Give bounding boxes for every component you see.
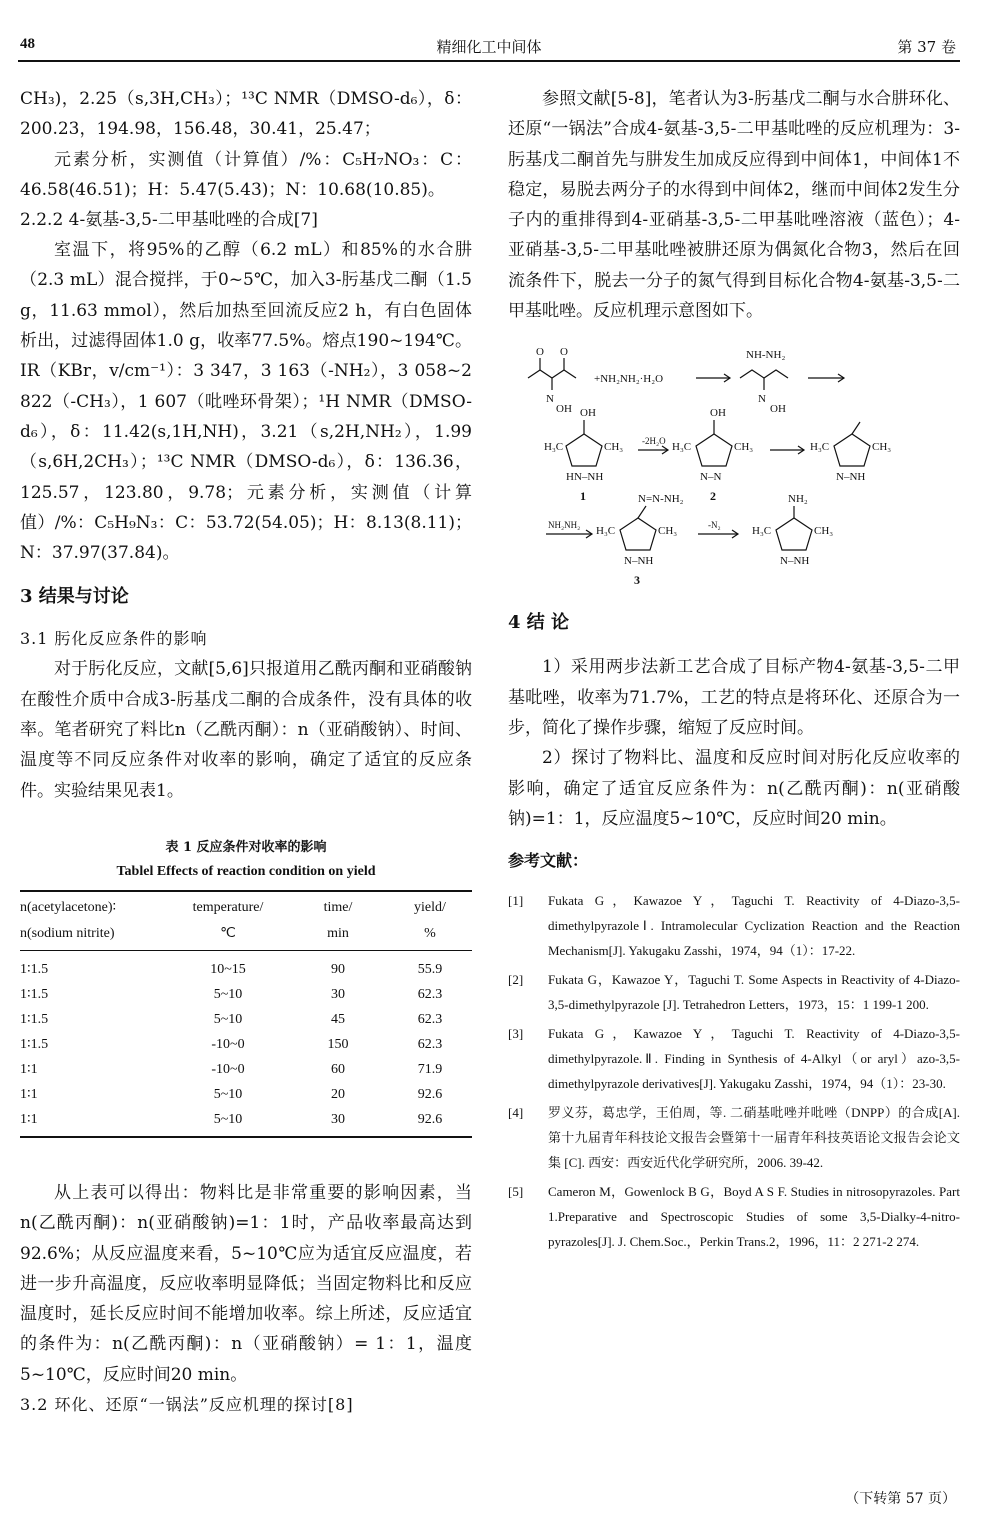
intermediate-1-ring (566, 434, 602, 466)
table-row (20, 1082, 472, 1107)
methyl-label: H₃C (752, 525, 772, 538)
reference-text: Cameron M，Gowenlock B G，Boyd A S F. Studies in nitrosopyrazoles. Part 1.Preparative and Spectroscopic Studies of some 3,5-Dialky-4-nitro-pyrazoles[J]. J. Chem.Soc.，Perkin Trans.2，1996，11：2 271-2 274. (548, 1184, 960, 1250)
table-cell: 1∶1.5 (20, 1011, 49, 1027)
table-unit-cell: min (288, 921, 388, 951)
table-cell: 1∶1 (20, 1061, 38, 1077)
section-heading-3: 3 结果与讨论 (20, 586, 129, 608)
table-caption-en: Tablel Effects of reaction condition on yield (116, 863, 376, 879)
table-cell: 55.9 (417, 961, 443, 977)
diketone-backbone (528, 370, 576, 378)
reference-number: [1] (508, 893, 524, 909)
table-header-cell: time/ (288, 891, 388, 921)
step-minus-water: -2H₂O (642, 436, 666, 447)
table-cell: 62.3 (417, 1011, 443, 1027)
n-nh-label: N–NH (836, 471, 866, 484)
table-cell: 5~10 (213, 1086, 243, 1102)
left-column (20, 84, 472, 1420)
page-header (18, 36, 960, 62)
table-header-cell: temperature/ (168, 891, 288, 921)
methyl-label: CH₃ (814, 525, 834, 538)
adduct-nh-nh2: NH-NH₂ (746, 349, 786, 362)
step-hydrazine: NH₂NH₂ (548, 520, 581, 531)
table-discussion-paragraph: 从上表可以得出：物料比是非常重要的影响因素，当n(乙酰丙酮)：n(亚硝酸钠)=1：1时，产品收率最高达到92.6%；从反应温度来看，5~10℃应为适宜反应温度，若进一步升高温度，反应收率明显降低；当固定物料比和反应温度时，延长反应时间不能增加收率。综上所述，反应适宜的条件为：n(乙酰丙酮)：n（亚硝酸钠）= 1：1，温度5~10℃，反应时间20 min。 (20, 1182, 472, 1385)
table-cell: 30 (331, 986, 345, 1002)
methyl-label: CH₃ (658, 525, 678, 538)
reference-number: [3] (508, 1026, 524, 1042)
table-cell: 150 (327, 1036, 349, 1052)
n-n-label: N–N (700, 471, 722, 484)
nh2-label: NH₂ (788, 493, 808, 506)
methyl-label: CH₃ (734, 441, 754, 454)
table-cell: 5~10 (213, 986, 243, 1002)
table-unit-cell: ℃ (168, 921, 288, 951)
oxime-label: N (758, 393, 766, 406)
azo-label: N=N-NH₂ (638, 493, 684, 506)
table-cell: 1∶1.5 (20, 986, 49, 1002)
section-heading-3-2: 3.2 环化、还原“一锅法”反应机理的探讨[8] (20, 1395, 354, 1415)
carbonyl-o-label: O (536, 346, 544, 359)
reference-number: [5] (508, 1184, 524, 1200)
n-nh-label: N–NH (624, 555, 654, 568)
table-unit-row (20, 921, 472, 951)
oh-label: OH (710, 407, 726, 420)
oxime-label: N (546, 393, 554, 406)
section-heading-2-2-2: 2.2.2 4-氨基-3,5-二甲基吡唑的合成[7] (20, 210, 318, 231)
reference-list (508, 888, 960, 1254)
table-unit-cell: n(sodium nitrite) (20, 921, 168, 951)
volume-label: 第 37 卷 (897, 38, 956, 56)
section-heading-3-1: 3.1 肟化反应条件的影响 (20, 629, 208, 649)
table-cell: 30 (288, 1107, 388, 1137)
table-cell: 1∶1 (20, 1086, 38, 1102)
azo-compound-ring (620, 518, 656, 550)
step-minus-n2: -N₂ (708, 520, 721, 531)
table-cell: 20 (331, 1086, 345, 1102)
table-cell: 71.9 (417, 1061, 443, 1077)
table-cell: 5~10 (168, 1107, 288, 1137)
reference-item (508, 1100, 960, 1175)
reagent-hydrazine-hydrate: +NH₂NH₂·H₂O (594, 373, 664, 386)
methyl-label: H₃C (810, 441, 830, 454)
conclusion-item-1: 1）采用两步法新工艺合成了目标产物4-氨基-3,5-二甲基吡唑，收率为71.7%，工艺的特点是将环化、还原合为一步，简化了操作步骤，缩短了反应时间。 (508, 657, 960, 738)
table-cell: 92.6 (388, 1107, 472, 1137)
table-header-row (20, 891, 472, 921)
table-cell: 90 (331, 961, 345, 977)
mechanism-paragraph: 参照文献[5-8]，笔者认为3-肟基戊二酮与水合肼环化、还原“一锅法”合成4-氨基-3,5-二甲基吡唑的反应机理为：3-肟基戊二酮首先与肼发生加成反应得到中间体1，中间体1不稳定，易脱去两分子的水得到中间体2，继而中间体2发生分子内的重排得到4-亚硝基-3,5-二甲基吡唑溶液（蓝色）；4-亚硝基-3,5-二甲基吡唑被肼还原为偶氮化合物3，然后在回流条件下，脱去一分子的氮气得到目标化合物4-氨基-3,5-二甲基吡唑。反应机理示意图如下。 (508, 89, 960, 322)
table-caption-cn: 表 1 反应条件对收率的影响 (165, 839, 327, 855)
yield-table (20, 890, 472, 1138)
compound-label-3: 3 (634, 573, 640, 588)
hn-nh-label: HN–NH (566, 471, 604, 484)
table-cell: -10~0 (211, 1036, 245, 1052)
table-row (20, 1107, 472, 1137)
table-row (20, 982, 472, 1007)
table-cell: 1∶1 (20, 1107, 168, 1137)
table-1 (20, 836, 472, 1138)
reference-item (508, 967, 960, 1017)
reference-number: [4] (508, 1105, 524, 1121)
compound-label-2: 2 (710, 489, 716, 504)
reference-number: [2] (508, 972, 524, 988)
synthesis-procedure-paragraph: 室温下，将95%的乙醇（6.2 mL）和85%的水合肼（2.3 mL）混合搅拌，于0~5℃，加入3-肟基戊二酮（1.5 g，11.63 mmol），然后加热至回流反应2 h，有白色固体析出，过滤得固体1.0 g，收率77.5%。熔点190~194℃。IR（KBr，v/cm⁻¹）：3 347，3 163（-NH₂），3 058~2 822（-CH₃），1 607（吡唑环骨架）；¹H NMR（DMSO-d₆），δ：11.42(s,1H,NH)，3.21（s,2H,NH₂），1.99（s,6H,2CH₃）；¹³C NMR（DMSO-d₆），δ：136.36，125.57，123.80，9.78；元素分析，实测值（计算值）/%：C₅H₉N₃：C：53.72(54.05)；H：8.13(8.11)；N：37.97(37.84)。 (20, 240, 472, 564)
table-cell: 45 (331, 1011, 345, 1027)
oh-label: OH (580, 407, 596, 420)
n-nh-label: N–NH (780, 555, 810, 568)
methyl-label: H₃C (544, 441, 564, 454)
references-title: 参考文献： (508, 851, 589, 871)
right-column (508, 84, 960, 1258)
reaction-mechanism-scheme (508, 338, 960, 598)
table-row (20, 1057, 472, 1082)
table-cell: 60 (331, 1061, 345, 1077)
methyl-label: H₃C (596, 525, 616, 538)
table-row (20, 1007, 472, 1032)
oxime-label: OH (770, 403, 786, 416)
reference-item (508, 888, 960, 963)
reference-text: Fukata G，Kawazoe Y，Taguchi T. Reactivity of 4-Diazo-3,5-dimethylpyrazoleⅠ. Intramolecular Cyclization Reaction and the Reaction Mechanism[J]. Yakugaku Zasshi，1974，94（1）：17-22. (548, 893, 960, 959)
oxime-label: OH (556, 403, 572, 416)
page-number: 48 (20, 36, 35, 52)
table-row (20, 950, 472, 982)
adduct-backbone (740, 370, 788, 378)
methyl-label: CH₃ (604, 441, 624, 454)
elemental-analysis-paragraph: 元素分析，实测值（计算值）/%：C₅H₇NO₃：C：46.58(46.51)；H：5.47(5.43)；N：10.68(10.85)。 (20, 149, 472, 200)
conclusion-item-2: 2）探讨了物料比、温度和反应时间对肟化反应收率的影响，确定了适宜反应条件为：n(乙酰丙酮)：n(亚硝酸钠)=1：1，反应温度5~10℃，反应时间20 min。 (508, 748, 960, 829)
reference-item (508, 1179, 960, 1254)
compound-label-1: 1 (580, 489, 586, 504)
table-cell: 62.3 (417, 986, 443, 1002)
reference-text: Fukata G，Kawazoe Y，Taguchi T. Reactivity of 4-Diazo-3,5-dimethylpyrazole.Ⅱ. Finding in Synthesis of 4-Alkyl（or aryl）azo-3,5-dimethylpyrazole derivatives[J]. Yakugaku Zasshi，1974，94（1）：23-30. (548, 1026, 960, 1092)
reference-item (508, 1021, 960, 1096)
table-unit-cell: % (388, 921, 472, 951)
nmr-continued-paragraph: CH₃)，2.25（s,3H,CH₃）；¹³C NMR（DMSO-d₆），δ：200.23，194.98，156.48，30.41，25.47； (20, 89, 472, 140)
journal-title: 精细化工中间体 (436, 38, 542, 56)
reference-text: 罗义芬，葛忠学，王伯周，等. 二硝基吡唑并吡唑（DNPP）的合成[A]. 第十九届青年科技论文报告会暨第十一届青年科技英语论文报告会论文集 [C]. 西安：西安近代化学研究所，2006. 39-42. (548, 1105, 960, 1171)
carbonyl-o-label: O (560, 346, 568, 359)
table-cell: 1∶1.5 (20, 1036, 49, 1052)
aminopyrazole-ring (776, 518, 812, 550)
intermediate-2-ring (696, 434, 732, 466)
reference-text: Fukata G，Kawazoe Y，Taguchi T. Some Aspects in Reactivity of 4-Diazo-3,5-dimethylpyrazole [J]. Tetrahedron Letters，1973，15：1 199-1 200. (548, 972, 960, 1013)
methyl-label: H₃C (672, 441, 692, 454)
table-cell: -10~0 (211, 1061, 245, 1077)
methyl-label: CH₃ (872, 441, 892, 454)
oximation-paragraph: 对于肟化反应，文献[5,6]只报道用乙酰丙酮和亚硝酸钠在酸性介质中合成3-肟基戊二酮的合成条件，没有具体的收率。笔者研究了料比n（乙酰丙酮）：n（亚硝酸钠）、时间、温度等不同反应条件对收率的影响，确定了适宜的反应条件。实验结果见表1。 (20, 659, 472, 801)
table-cell: 92.6 (417, 1086, 443, 1102)
table-row (20, 1032, 472, 1057)
table-header-cell: yield/ (388, 891, 472, 921)
table-cell: 10~15 (210, 961, 246, 977)
nitroso-pyrazole-ring (834, 434, 870, 466)
section-heading-4: 4 结 论 (508, 612, 570, 634)
table-cell: 5~10 (213, 1011, 243, 1027)
table-cell: 1∶1.5 (20, 961, 49, 977)
table-cell: 62.3 (417, 1036, 443, 1052)
continued-note: （下转第 57 页） (845, 1491, 956, 1507)
table-header-cell: n(acetylacetone)∶ (20, 891, 168, 921)
